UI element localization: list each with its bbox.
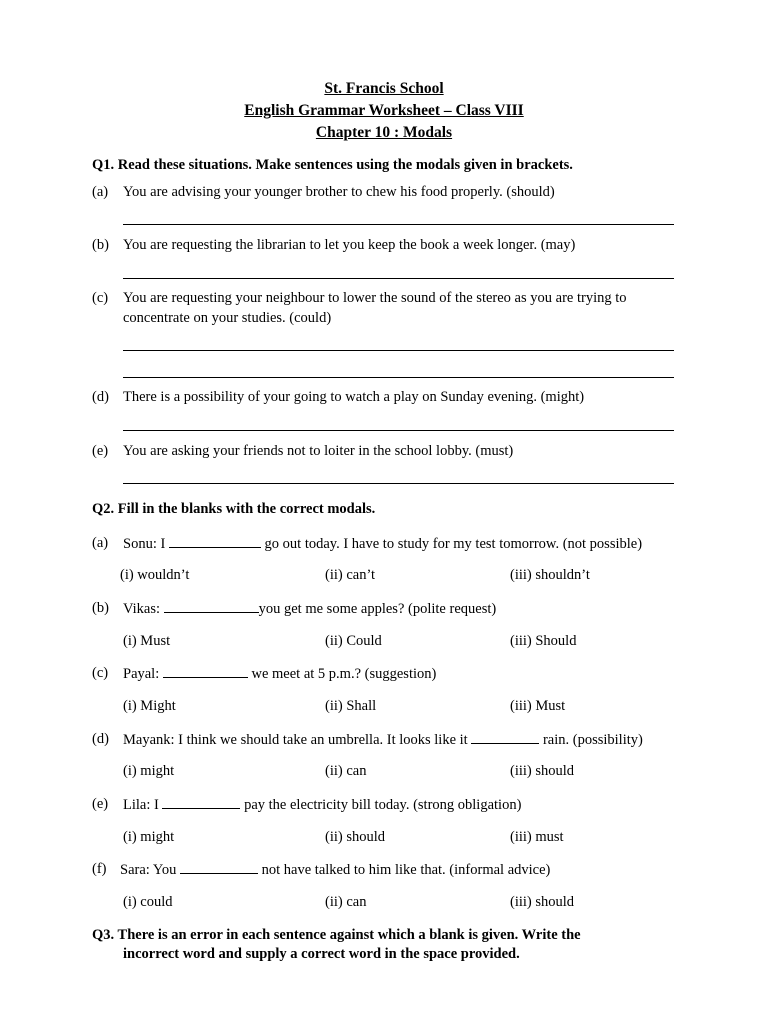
q1-item-label: (c) [92, 290, 109, 306]
q1-item-text-continued: concentrate on your studies. (could) [123, 310, 332, 326]
sentence-start: Sonu: I [123, 536, 169, 552]
q3-heading-continued: incorrect word and supply a correct word in the space provided. [123, 946, 520, 962]
sentence-end: not have talked to him like that. (informal advice) [258, 862, 551, 878]
sentence-start: Mayank: I think we should take an umbrella. It looks like it [123, 732, 472, 748]
q1-item-text: There is a possibility of your going to watch a play on Sunday evening. (might) [123, 389, 585, 405]
q1-item-label: (a) [92, 184, 109, 200]
q1-heading: Q1. Read these situations. Make sentences using the modals given in brackets. [92, 157, 573, 173]
sentence-end: pay the electricity bill today. (strong obligation) [240, 797, 522, 813]
option[interactable]: (i) Must [123, 633, 171, 649]
q2-item-sentence [123, 535, 642, 553]
q3-heading: Q3. There is an error in each sentence against which a blank is given. Write the [92, 927, 581, 943]
q1-item-text: You are advising your younger brother to chew his food properly. (should) [123, 184, 555, 200]
option[interactable]: (iii) Should [510, 633, 577, 649]
q1-item-text: You are asking your friends not to loiter in the school lobby. (must) [123, 443, 514, 459]
q2-item-sentence [120, 861, 550, 879]
option[interactable]: (i) might [123, 763, 175, 779]
answer-line[interactable] [123, 278, 674, 279]
worksheet-title: English Grammar Worksheet – Class VIII [244, 102, 524, 119]
option[interactable]: (ii) should [325, 829, 386, 845]
school-name: St. Francis School [324, 80, 444, 97]
option[interactable]: (ii) can [325, 894, 367, 910]
q1-item-label: (b) [92, 237, 109, 253]
fill-blank[interactable] [162, 796, 240, 809]
q2-item-label: (a) [92, 535, 109, 551]
q2-item-label: (d) [92, 731, 109, 747]
option[interactable]: (iii) must [510, 829, 564, 845]
sentence-start: Lila: I [123, 797, 163, 813]
q2-item-label: (c) [92, 665, 109, 681]
fill-blank[interactable] [163, 665, 248, 678]
option[interactable]: (i) Might [123, 698, 176, 714]
option[interactable]: (iii) should [510, 894, 575, 910]
fill-blank[interactable] [164, 600, 259, 613]
sentence-start: Sara: You [120, 862, 181, 878]
sentence-start: Vikas: [123, 601, 164, 617]
fill-blank[interactable] [471, 731, 539, 744]
q1-item-text: You are requesting the librarian to let you keep the book a week longer. (may) [123, 237, 576, 253]
option[interactable]: (i) might [123, 829, 175, 845]
sentence-end: we meet at 5 p.m.? (suggestion) [247, 666, 437, 682]
answer-line[interactable] [123, 430, 674, 431]
option[interactable]: (i) could [123, 894, 173, 910]
q2-item-label: (e) [92, 796, 109, 812]
sentence-end: rain. (possibility) [539, 732, 643, 748]
answer-line[interactable] [123, 483, 674, 484]
answer-line[interactable] [123, 224, 674, 225]
q2-item-sentence [123, 796, 521, 814]
q2-item-label: (b) [92, 600, 109, 616]
q1-item-label: (d) [92, 389, 109, 405]
q2-heading: Q2. Fill in the blanks with the correct modals. [92, 501, 376, 517]
option[interactable]: (iii) shouldn’t [510, 567, 590, 583]
sentence-start: Payal: [123, 666, 163, 682]
option[interactable]: (iii) should [510, 763, 575, 779]
q2-item-sentence [123, 731, 643, 749]
sentence-end: go out today. I have to study for my test tomorrow. (not possible) [260, 536, 643, 552]
option[interactable]: (ii) can [325, 763, 367, 779]
answer-line[interactable] [123, 377, 674, 378]
chapter-title: Chapter 10 : Modals [315, 124, 453, 141]
option[interactable]: (ii) Could [325, 633, 382, 649]
q2-item-sentence [123, 600, 496, 618]
sentence-end: you get me some apples? (polite request) [258, 601, 497, 617]
q1-item-text: You are requesting your neighbour to lower the sound of the stereo as you are trying to [123, 290, 627, 306]
option[interactable]: (iii) Must [510, 698, 566, 714]
option[interactable]: (ii) can’t [325, 567, 376, 583]
option[interactable]: (i) wouldn’t [120, 567, 190, 583]
fill-blank[interactable] [169, 535, 261, 548]
answer-line[interactable] [123, 350, 674, 351]
q1-item-label: (e) [92, 443, 109, 459]
fill-blank[interactable] [180, 861, 258, 874]
option[interactable]: (ii) Shall [325, 698, 377, 714]
q2-item-sentence [123, 665, 436, 683]
q2-item-label: (f) [92, 861, 107, 877]
